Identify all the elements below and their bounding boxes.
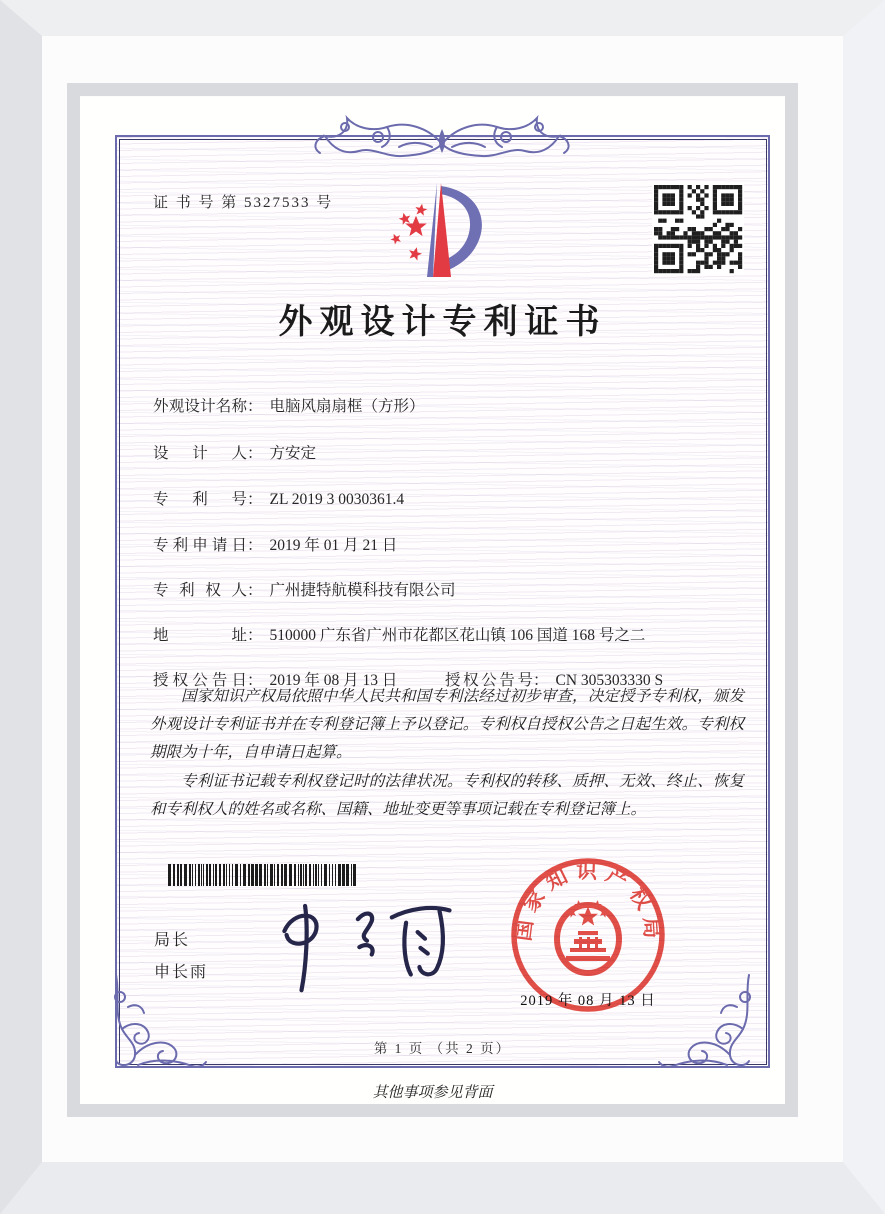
barcode <box>168 864 360 886</box>
field-grant-date: 授权公告日： 2019 年 08 月 13 日 <box>153 672 398 689</box>
field-design-name: 外观设计名称： 电脑风扇扇框（方形） <box>153 398 425 415</box>
director-title: 局长 <box>154 932 191 949</box>
cnipa-logo <box>383 177 497 287</box>
seal-text: 国家知识产权局 <box>510 858 665 947</box>
field-filing-date: 专利申请日： 2019 年 01 月 21 日 <box>153 537 398 554</box>
back-note: 其他事项参见背面 <box>372 1085 493 1101</box>
certificate-title: 外观设计专利证书 <box>278 304 607 341</box>
field-patentee: 专利权人： 广州捷特航模科技有限公司 <box>153 582 456 599</box>
director-name: 申长雨 <box>154 964 209 981</box>
page-number: 第 1 页 （共 2 页） <box>373 1041 512 1056</box>
national-emblem <box>557 899 619 973</box>
legal-paragraph-1: 国家知识产权局依照中华人民共和国专利法经过初步审查，决定授予专利权，颁发外观设计专利证书并在专利登记簿上予以登记。专利权自授权公告之日起生效。专利权期限为十年，自申请日起算。 <box>150 688 744 762</box>
legal-paragraph-2: 专利证书记载专利权登记时的法律状况。专利权的转移、质押、无效、终止、恢复和专利权人的姓名或名称、国籍、地址变更等事项记载在专利登记簿上。 <box>150 772 744 818</box>
field-address: 地址： 510000 广东省广州市花都区花山镇 106 国道 168 号之二 <box>153 627 646 644</box>
field-designer: 设计人： 方安定 <box>153 445 317 462</box>
seal-date: 2019 年 08 月 13 日 <box>520 993 656 1009</box>
bottom-right-flourish-ornament <box>657 973 757 1073</box>
certificate-page <box>80 97 785 1104</box>
certificate-number: 证 书 号 第 5327533 号 <box>153 195 334 211</box>
field-grant-number: 授权公告号： CN 305303330 S <box>445 672 664 689</box>
bottom-left-flourish-ornament <box>108 973 208 1073</box>
qr-code <box>652 183 744 275</box>
director-signature <box>255 885 470 997</box>
legal-text <box>150 683 744 824</box>
field-patent-number: 专利号： ZL 2019 3 0030361.4 <box>153 491 405 508</box>
top-flourish-ornament <box>292 111 592 171</box>
